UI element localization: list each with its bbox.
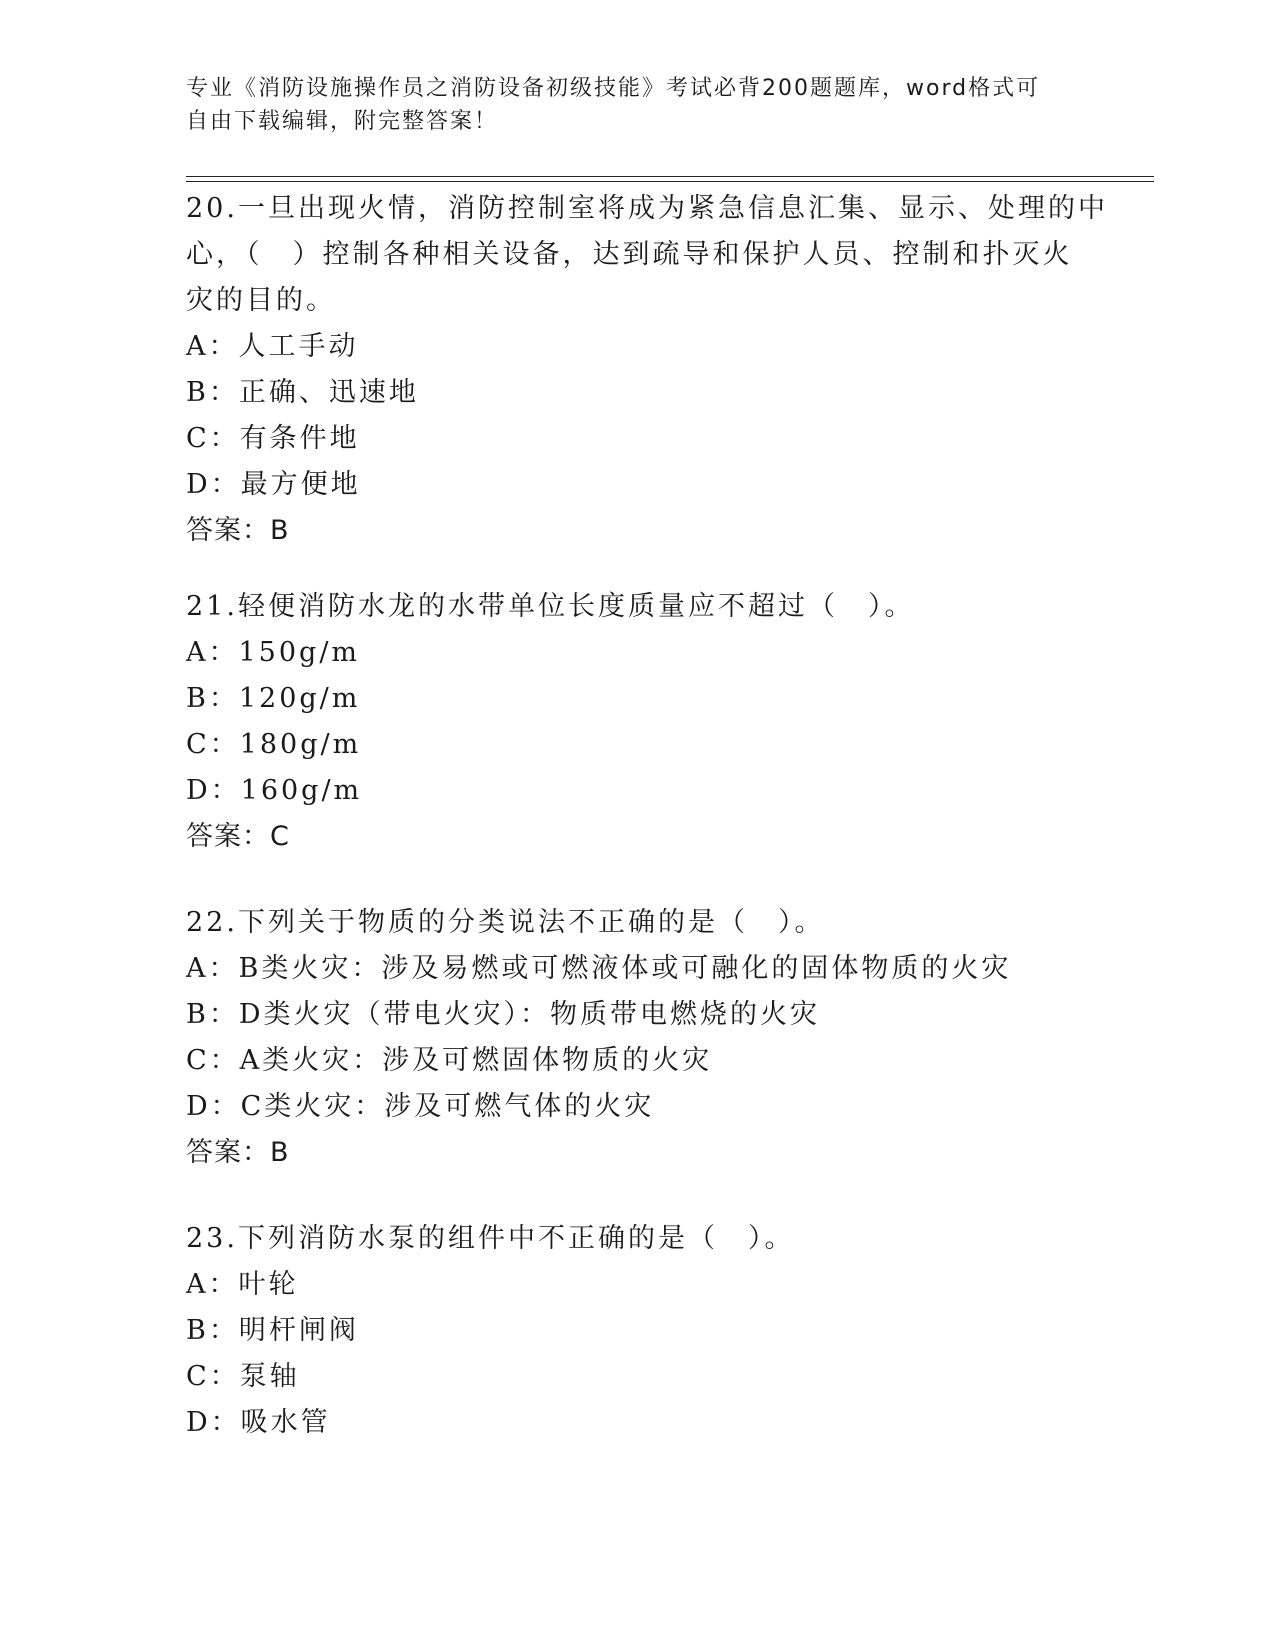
answer-label: 答案：B: [186, 1137, 290, 1168]
option-c: C：泵轴: [186, 1361, 300, 1392]
option-c: C：A类火灾：涉及可燃固体物质的火灾: [186, 1045, 713, 1076]
answer-label: 答案：B: [186, 515, 290, 546]
option-b: B：120g/m: [186, 683, 361, 714]
answer-label: 答案：C: [186, 821, 290, 852]
document-header: [186, 72, 1086, 138]
option-d: D：最方便地: [186, 469, 361, 500]
header-divider-top: [186, 176, 1154, 177]
question-21: [186, 584, 1106, 860]
option-b: B：明杆闸阀: [186, 1315, 359, 1346]
question-text-line: 20.一旦出现火情，消防控制室将成为紧急信息汇集、显示、处理的中: [186, 193, 1108, 224]
option-c: C：180g/m: [186, 729, 362, 760]
option-a: A：叶轮: [186, 1269, 299, 1300]
option-d: D：C类火灾：涉及可燃气体的火灾: [186, 1091, 655, 1122]
option-a: A：人工手动: [186, 331, 359, 362]
question-23: [186, 1216, 1106, 1446]
question-text-line: 灾的目的。: [186, 285, 336, 316]
header-line-1: 专业《消防设施操作员之消防设备初级技能》考试必背200题题库，word格式可: [186, 76, 1041, 101]
question-text-line: 21.轻便消防水龙的水带单位长度质量应不超过（ ）。: [186, 591, 915, 622]
question-22: [186, 900, 1106, 1176]
option-d: D：吸水管: [186, 1407, 331, 1438]
question-20: [186, 186, 1106, 554]
option-a: A：B类火灾：涉及易燃或可燃液体或可融化的固体物质的火灾: [186, 953, 1012, 984]
question-text-line: 22.下列关于物质的分类说法不正确的是（ ）。: [186, 907, 825, 938]
option-d: D：160g/m: [186, 775, 363, 806]
header-line-2: 自由下载编辑，附完整答案！: [186, 109, 499, 134]
header-divider-bottom: [186, 181, 1154, 182]
question-text-line: 心，（ ）控制各种相关设备，达到疏导和保护人员、控制和扑灭火: [186, 239, 1073, 270]
question-text-line: 23.下列消防水泵的组件中不正确的是（ ）。: [186, 1223, 795, 1254]
option-b: B：D类火灾（带电火灾）：物质带电燃烧的火灾: [186, 999, 820, 1030]
option-a: A：150g/m: [186, 637, 361, 668]
option-b: B：正确、迅速地: [186, 377, 419, 408]
option-c: C：有条件地: [186, 423, 360, 454]
